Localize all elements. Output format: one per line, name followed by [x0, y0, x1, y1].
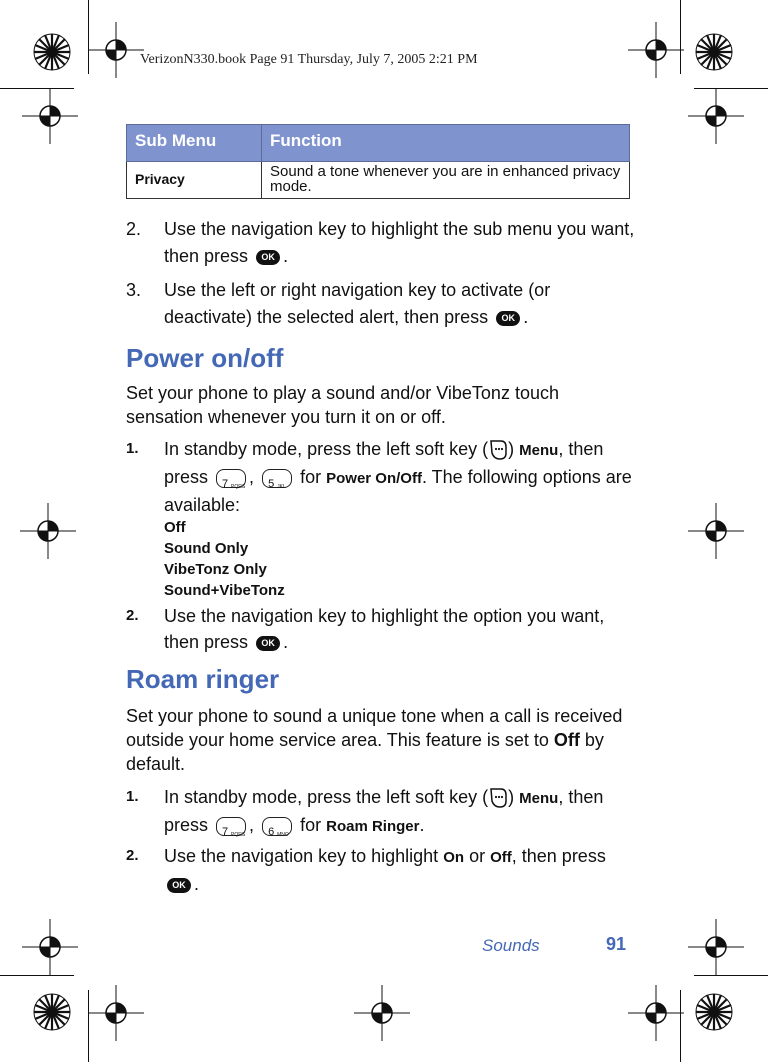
roam-step-1: 1. In standby mode, press the left soft key ( ) Menu, then press 7 PQRS , 6 MNO for Roam Ringer.	[126, 784, 636, 840]
power-heading: Power on/off	[126, 343, 284, 373]
list-item: VibeTonz Only	[164, 561, 267, 578]
key-7-icon: 7 PQRS	[216, 469, 246, 488]
step-number: 3.	[126, 280, 142, 300]
step-text: In standby mode, press the left soft key (	[164, 439, 489, 459]
roam-heading: Roam ringer	[126, 664, 280, 694]
left-soft-key-icon	[488, 439, 508, 461]
menu-target: Power On/Off	[326, 470, 422, 487]
list-item: Sound Only	[164, 540, 249, 557]
left-soft-key-icon	[488, 787, 508, 809]
table-header: Sub Menu	[127, 125, 262, 162]
roam-step-2: 2. Use the navigation key to highlight On or Off, then press OK .	[126, 843, 636, 897]
submenu-table	[126, 124, 630, 199]
power-step-1: 1. In standby mode, press the left soft key ( ) Menu, then press 7 PQRS , 5 JKL for Power On/Off. The following options are available:	[126, 436, 636, 518]
footer-section: Sounds	[482, 936, 540, 955]
option-off: Off	[490, 849, 512, 866]
step-number: 2.	[126, 219, 142, 239]
list-item: Sound+VibeTonz	[164, 582, 285, 599]
roam-intro: Set your phone to sound a unique tone when a call is received outside your home service area. This feature is set to Off by default.	[126, 706, 623, 774]
step-number: 2.	[126, 847, 139, 864]
step-number: 1.	[126, 440, 139, 457]
key-7-icon: 7 PQRS	[216, 817, 246, 836]
ok-key-icon: OK	[496, 311, 520, 326]
step-text: , then press	[164, 787, 604, 835]
menu-target: Roam Ringer	[326, 818, 420, 835]
step-text: Use the left or right navigation key to activate (or deactivate) the selected alert, then press	[164, 280, 551, 327]
key-5-icon: 5 JKL	[262, 469, 292, 488]
step-text: Use the navigation key to highlight the sub menu you want, then press	[164, 219, 635, 266]
table-cell: Sound a tone whenever you are in enhanced privacy mode.	[262, 162, 630, 199]
step-text: Use the navigation key to highlight	[164, 846, 439, 866]
ok-key-icon: OK	[167, 878, 191, 893]
menu-label: Menu	[519, 442, 559, 459]
menu-label: Menu	[519, 790, 559, 807]
key-6-icon: 6 MNO	[262, 817, 292, 836]
list-item: Off	[164, 519, 186, 536]
power-step-2: 2. Use the navigation key to highlight the option you want, then press OK .	[126, 603, 636, 655]
table-cell: Privacy	[127, 162, 262, 199]
step-text: In standby mode, press the left soft key (	[164, 787, 489, 807]
alerts-step-3: 3. Use the left or right navigation key to activate (or deactivate) the selected alert, then press OK .	[126, 277, 636, 331]
option-on: On	[443, 849, 465, 866]
step-number: 1.	[126, 788, 139, 805]
power-options-list	[164, 517, 285, 601]
power-intro: Set your phone to play a sound and/or VibeTonz touch sensation whenever you turn it on or off.	[126, 383, 559, 427]
print-header: VerizonN330.book Page 91 Thursday, July 7, 2005 2:21 PM	[140, 52, 478, 67]
step-number: 2.	[126, 607, 139, 624]
alerts-step-2: 2. Use the navigation key to highlight the sub menu you want, then press OK .	[126, 216, 636, 270]
step-text: Use the navigation key to highlight the option you want, then press	[164, 606, 605, 652]
table-row	[127, 162, 630, 199]
table-header: Function	[262, 125, 630, 162]
ok-key-icon: OK	[256, 636, 280, 651]
step-text: , then press	[164, 439, 604, 487]
ok-key-icon: OK	[256, 250, 280, 265]
page-number: 91	[606, 934, 627, 954]
